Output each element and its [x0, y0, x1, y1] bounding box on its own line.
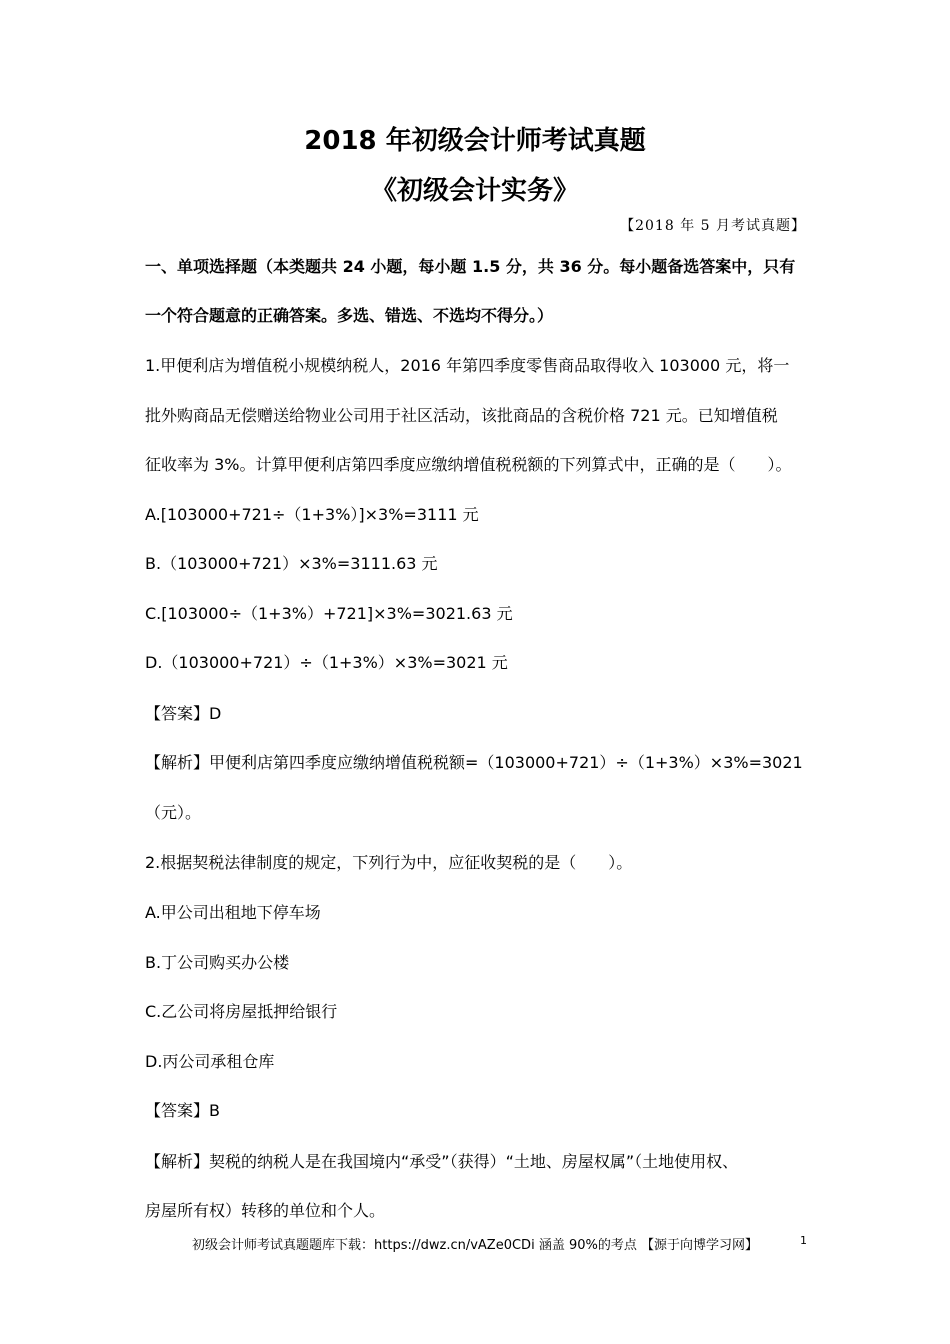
question-2-stem-line-1: 2.根据契税法律制度的规定，下列行为中，应征收契税的是（ ）。 [145, 853, 633, 872]
question-1-analysis-line-2: （元）。 [145, 803, 202, 822]
question-1-option-b: B.（103000+721）×3%=3111.63 元 [145, 554, 438, 573]
document-title: 2018 年初级会计师考试真题 [304, 126, 646, 156]
exam-date-label: 【2018 年 5 月考试真题】 [620, 218, 806, 234]
question-1-stem-line-2: 批外购商品无偿赠送给物业公司用于社区活动，该批商品的含税价格 721 元。已知增值税 [145, 406, 778, 425]
question-2-option-a: A.甲公司出租地下停车场 [145, 903, 321, 922]
question-1-option-a: A.[103000+721÷（1+3%）]×3%=3111 元 [145, 505, 479, 524]
question-1-option-d: D.（103000+721）÷（1+3%）×3%=3021 元 [145, 653, 508, 672]
question-1-stem-line-1: 1.甲便利店为增值税小规模纳税人，2016 年第四季度零售商品取得收入 103000 元，将一 [145, 356, 790, 375]
question-2-analysis-line-1: 【解析】契税的纳税人是在我国境内“承受”（获得）“土地、房屋权属”（土地使用权、 [145, 1152, 739, 1171]
question-1-option-c: C.[103000÷（1+3%）+721]×3%=3021.63 元 [145, 604, 513, 623]
question-2-option-d: D.丙公司承租仓库 [145, 1052, 275, 1071]
page-footer: 初级会计师考试真题题库下载：https://dwz.cn/vAZe0CDi 涵盖 90%的考点 【源于向博学习网】 [192, 1238, 758, 1253]
document-subtitle: 《初级会计实务》 [370, 176, 579, 206]
page-number: 1 [800, 1234, 807, 1247]
question-1-stem-line-3: 征收率为 3%。计算甲便利店第四季度应缴纳增值税税额的下列算式中，正确的是（ ）。 [145, 455, 792, 474]
section-heading-line-1: 一、单项选择题（本类题共 24 小题，每小题 1.5 分，共 36 分。每小题备选答案中，只有 [145, 257, 796, 276]
section-heading-line-2: 一个符合题意的正确答案。多选、错选、不选均不得分。） [145, 306, 554, 325]
question-2-answer: 【答案】B [145, 1101, 220, 1120]
question-2-analysis-line-2: 房屋所有权）转移的单位和个人。 [145, 1201, 386, 1220]
question-1-analysis-line-1: 【解析】甲便利店第四季度应缴纳增值税税额=（103000+721）÷（1+3%）×3%=3021 [145, 753, 803, 772]
question-2-option-b: B.丁公司购买办公楼 [145, 953, 290, 972]
question-2-option-c: C.乙公司将房屋抵押给银行 [145, 1002, 338, 1021]
question-1-answer: 【答案】D [145, 704, 222, 723]
